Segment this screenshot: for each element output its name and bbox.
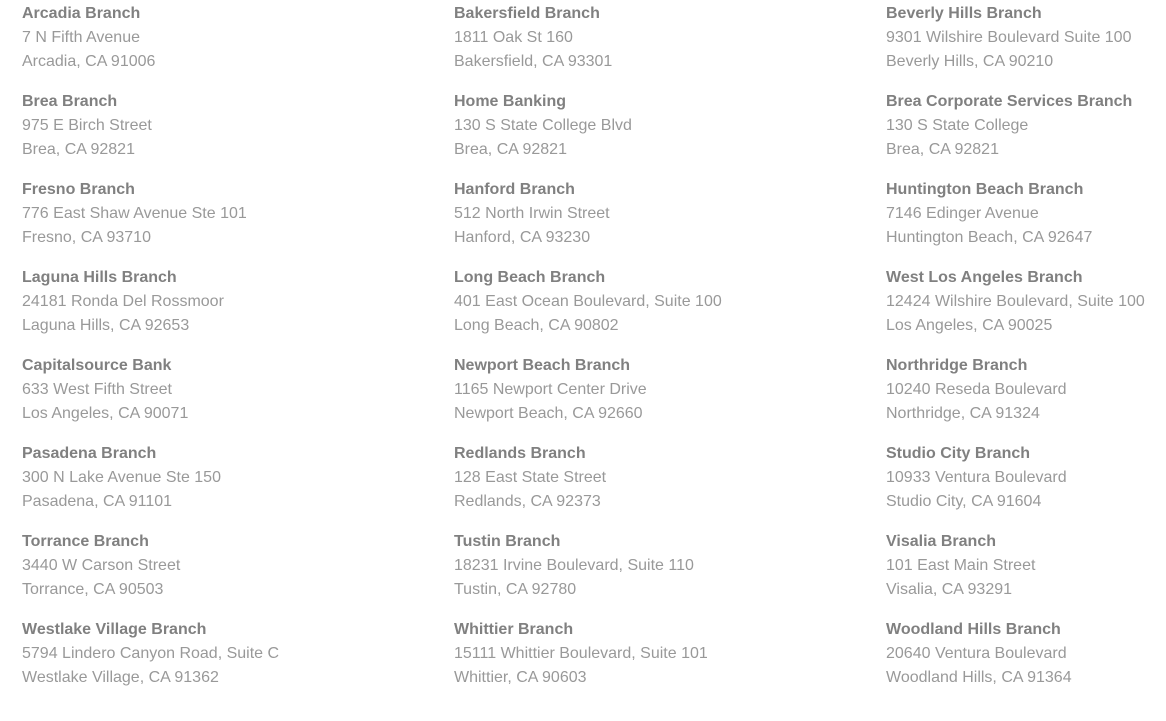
branch-street: 3440 W Carson Street [22,557,181,574]
branch-card [22,442,442,514]
branch-card [886,178,1166,250]
branch-street: 975 E Birch Street [22,117,152,134]
branch-card [454,618,874,690]
branch-name: Studio City Branch [886,445,1031,462]
branch-city: Studio City, CA 91604 [886,493,1042,510]
branch-street: 512 North Irwin Street [454,205,610,222]
branch-city: Redlands, CA 92373 [454,493,601,510]
branch-name: Bakersfield Branch [454,5,600,22]
branch-card [454,530,874,602]
branch-city: Huntington Beach, CA 92647 [886,229,1093,246]
branch-street: 130 S State College [886,117,1029,134]
branch-card [22,530,442,602]
branch-card [886,442,1166,514]
branch-card [886,530,1166,602]
branch-street: 7 N Fifth Avenue [22,29,140,46]
branch-street: 130 S State College Blvd [454,117,632,134]
branch-city: Brea, CA 92821 [886,141,999,158]
branch-name: West Los Angeles Branch [886,269,1083,286]
branch-city: Long Beach, CA 90802 [454,317,619,334]
branch-name: Huntington Beach Branch [886,181,1084,198]
branch-street: 1165 Newport Center Drive [454,381,647,398]
branch-city: Pasadena, CA 91101 [22,493,173,510]
branch-street: 10240 Reseda Boulevard [886,381,1067,398]
branch-city: Woodland Hills, CA 91364 [886,669,1072,686]
branch-city: Whittier, CA 90603 [454,669,587,686]
branch-name: Visalia Branch [886,533,996,550]
branch-name: Brea Corporate Services Branch [886,93,1133,110]
branch-card [22,266,442,338]
branch-city: Brea, CA 92821 [22,141,135,158]
branch-name: Beverly Hills Branch [886,5,1042,22]
branch-city: Los Angeles, CA 90071 [22,405,189,422]
branch-card [454,266,874,338]
branch-card [454,354,874,426]
branch-name: Pasadena Branch [22,445,157,462]
branch-card [22,2,442,74]
branch-name: Capitalsource Bank [22,357,172,374]
branch-city: Westlake Village, CA 91362 [22,669,219,686]
branch-card [22,90,442,162]
branch-street: 12424 Wilshire Boulevard, Suite 100 [886,293,1145,310]
branch-street: 18231 Irvine Boulevard, Suite 110 [454,557,694,574]
branch-card [454,90,874,162]
branch-name: Hanford Branch [454,181,575,198]
branch-street: 24181 Ronda Del Rossmoor [22,293,224,310]
branch-street: 15111 Whittier Boulevard, Suite 101 [454,645,708,662]
branch-card [22,354,442,426]
branch-street: 101 East Main Street [886,557,1036,574]
branch-street: 20640 Ventura Boulevard [886,645,1067,662]
branch-city: Brea, CA 92821 [454,141,567,158]
branch-card [886,266,1166,338]
branch-street: 10933 Ventura Boulevard [886,469,1067,486]
branch-street: 300 N Lake Avenue Ste 150 [22,469,221,486]
branch-name: Long Beach Branch [454,269,606,286]
branch-city: Northridge, CA 91324 [886,405,1040,422]
branch-name: Woodland Hills Branch [886,621,1061,638]
branch-street: 5794 Lindero Canyon Road, Suite C [22,645,280,662]
branch-city: Visalia, CA 93291 [886,581,1013,598]
branch-card [454,442,874,514]
branch-city: Arcadia, CA 91006 [22,53,156,70]
branch-street: 7146 Edinger Avenue [886,205,1039,222]
branch-street: 128 East State Street [454,469,607,486]
branch-name: Northridge Branch [886,357,1028,374]
branch-name: Home Banking [454,93,567,110]
branch-name: Brea Branch [22,93,118,110]
branch-card [886,618,1166,690]
branch-city: Torrance, CA 90503 [22,581,164,598]
branch-street: 633 West Fifth Street [22,381,172,398]
branch-name: Torrance Branch [22,533,149,550]
branch-street: 9301 Wilshire Boulevard Suite 100 [886,29,1132,46]
branch-name: Redlands Branch [454,445,586,462]
branch-street: 401 East Ocean Boulevard, Suite 100 [454,293,722,310]
branch-card [454,178,874,250]
branch-city: Beverly Hills, CA 90210 [886,53,1054,70]
branch-name: Arcadia Branch [22,5,141,22]
branch-card [454,2,874,74]
branch-street: 776 East Shaw Avenue Ste 101 [22,205,247,222]
branch-city: Fresno, CA 93710 [22,229,151,246]
branch-city: Bakersfield, CA 93301 [454,53,613,70]
branch-card [886,90,1166,162]
branch-name: Westlake Village Branch [22,621,207,638]
branch-name: Tustin Branch [454,533,561,550]
branch-card [22,178,442,250]
branch-name: Whittier Branch [454,621,574,638]
branch-name: Newport Beach Branch [454,357,631,374]
branch-city: Tustin, CA 92780 [454,581,577,598]
branch-city: Laguna Hills, CA 92653 [22,317,190,334]
branch-city: Newport Beach, CA 92660 [454,405,643,422]
branch-city: Hanford, CA 93230 [454,229,591,246]
branch-card [886,2,1166,74]
branch-card [886,354,1166,426]
branch-name: Laguna Hills Branch [22,269,177,286]
branch-name: Fresno Branch [22,181,135,198]
branch-city: Los Angeles, CA 90025 [886,317,1053,334]
branch-card [22,618,442,690]
branch-street: 1811 Oak St 160 [454,29,573,46]
